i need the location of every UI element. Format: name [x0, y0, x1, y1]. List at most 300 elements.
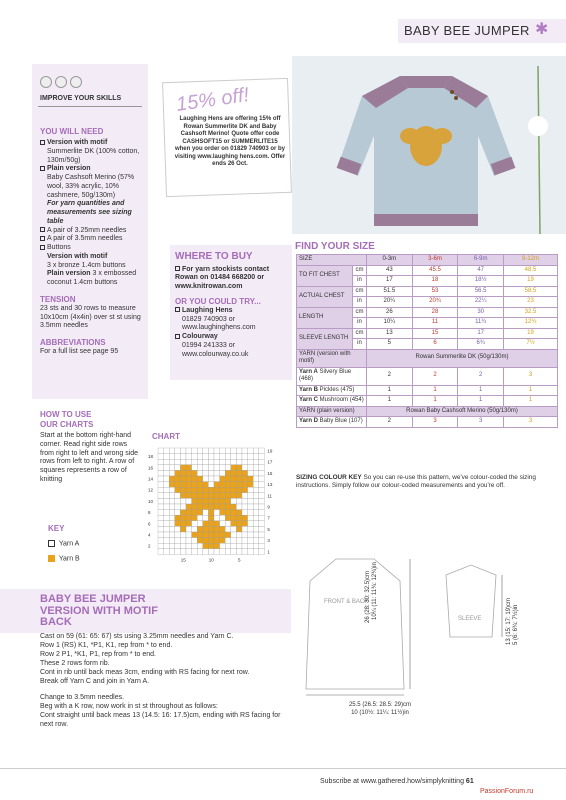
chart-row-number: 5: [267, 526, 270, 532]
chart-col-number: 5: [237, 557, 241, 563]
measure-label: SLEEVE LENGTH: [297, 328, 353, 349]
chart-cell: [220, 510, 226, 516]
chart-row-number: 8: [148, 510, 151, 516]
table-cell: 2: [367, 417, 413, 428]
chart-cell: [164, 459, 170, 465]
chart-cell: [197, 504, 203, 510]
chart-cell: [220, 476, 226, 482]
chart-cell: [242, 543, 248, 549]
table-cell: 1: [458, 396, 504, 407]
buy-title: WHERE TO BUY: [175, 251, 253, 262]
chart-cell: [197, 448, 203, 454]
chart-cell: [175, 493, 181, 499]
how-to-section: [40, 410, 140, 485]
chart-cell: [236, 493, 242, 499]
chart-cell: [242, 459, 248, 465]
chart-cell: [214, 538, 220, 544]
checkbox-icon: [40, 166, 45, 171]
chart-cell: [203, 538, 209, 544]
chart-cell: [236, 465, 242, 471]
chart-row-number: 19: [267, 448, 273, 454]
chart-cell: [220, 459, 226, 465]
chart-cell: [236, 526, 242, 532]
sleeve-label: SLEEVE: [458, 616, 482, 622]
chart-row-number: 12: [148, 487, 154, 493]
unit-cell: in: [353, 297, 367, 308]
yarn-row-label: Yarn A Silvery Blue (468): [297, 367, 367, 385]
watermark: PassionForum.ru: [480, 788, 534, 795]
chart-cell: [214, 465, 220, 471]
table-cell: 6: [412, 339, 458, 350]
chart-cell: [186, 543, 192, 549]
chart-cell: [236, 470, 242, 476]
pattern-title-1: BABY BEE JUMPER: [40, 593, 146, 605]
chart-cell: [203, 510, 209, 516]
chart-cell: [208, 476, 214, 482]
table-cell: 2: [367, 367, 413, 385]
chart-cell: [203, 482, 209, 488]
chart-cell: [242, 510, 248, 516]
chart-cell: [164, 543, 170, 549]
chart-cell: [248, 459, 254, 465]
chart-cell: [259, 493, 265, 499]
chart-cell: [253, 493, 259, 499]
table-cell: 12¾: [504, 318, 558, 329]
chart-cell: [169, 482, 175, 488]
chart-cell: [214, 459, 220, 465]
chart-cell: [180, 448, 186, 454]
table-cell: 18½: [458, 276, 504, 287]
chart-cell: [242, 465, 248, 471]
chart-cell: [248, 515, 254, 521]
yarn-section-label: YARN (plain version): [297, 406, 367, 417]
yarn-section-name: Rowan Summerlite DK (50g/130m): [367, 349, 558, 367]
chart-cell: [169, 454, 175, 460]
table-cell: 6¾: [458, 339, 504, 350]
chart-cell: [259, 487, 265, 493]
chart-cell: [236, 482, 242, 488]
yarn-section-name: Rowan Baby Cashsoft Merino (50g/130m): [367, 406, 558, 417]
chart-cell: [225, 498, 231, 504]
checkbox-icon: [40, 140, 45, 145]
chart-cell: [175, 549, 181, 555]
chart-cell: [214, 532, 220, 538]
chart-cell: [158, 476, 164, 482]
chart-cell: [158, 493, 164, 499]
chart-cell: [208, 538, 214, 544]
chart-cell: [197, 521, 203, 527]
front-back-label: FRONT & BACK: [324, 599, 369, 605]
chart-cell: [169, 515, 175, 521]
yarn-note: For yarn quantities and measurements see sizing table: [47, 200, 132, 225]
pattern-line: Cast on 59 (61: 65: 67) sts using 3.25mm needles and Yarn C.: [40, 633, 234, 640]
checkbox-icon: [175, 334, 180, 339]
chart-col-number: 15: [180, 557, 186, 563]
chart-row-number: 9: [267, 504, 270, 510]
chart-cell: [158, 532, 164, 538]
chart-row-number: 13: [267, 482, 273, 488]
chart-cell: [220, 493, 226, 499]
chart-cell: [248, 549, 254, 555]
chart-cell: [214, 487, 220, 493]
chart-cell: [248, 454, 254, 460]
chart-cell: [253, 454, 259, 460]
yarn-row-label: Yarn D Baby Blue (107): [297, 417, 367, 428]
chart-cell: [231, 465, 237, 471]
table-cell: 17: [458, 328, 504, 339]
chart-cell: [158, 498, 164, 504]
chart-cell: [164, 521, 170, 527]
size-header: 9-12m: [504, 255, 558, 266]
chart-cell: [192, 515, 198, 521]
chart-cell: [197, 549, 203, 555]
chart-cell: [253, 549, 259, 555]
chart-cell: [253, 526, 259, 532]
chart-cell: [248, 498, 254, 504]
pattern-line: Change to 3.5mm needles.: [40, 693, 125, 701]
chart-cell: [242, 493, 248, 499]
pattern-line: Row 1 (RS) K1, *P1, K1, rep from * to end.: [40, 642, 173, 650]
chart-cell: [186, 498, 192, 504]
chart-cell: [180, 465, 186, 471]
chart-cell: [231, 470, 237, 476]
pattern-line: Row 2 P1, *K1, P1, rep from * to end.: [40, 651, 156, 659]
lh-info: 01829 740903 or www.laughinghens.com: [182, 315, 256, 332]
chart-cell: [180, 504, 186, 510]
chart-cell: [259, 476, 265, 482]
chart-cell: [231, 459, 237, 465]
chart-cell: [253, 515, 259, 521]
key-yarn-a: [48, 540, 79, 549]
chart-cell: [175, 538, 181, 544]
chart-cell: [253, 476, 259, 482]
chart-cell: [253, 510, 259, 516]
table-cell: 15: [412, 328, 458, 339]
plain-title: Plain version: [47, 165, 91, 173]
cw-name: Colourway: [182, 333, 218, 340]
chart-cell: [220, 504, 226, 510]
chart-cell: [208, 459, 214, 465]
chart-cell: [158, 510, 164, 516]
chart-cell: [225, 538, 231, 544]
btn-motif-title: Version with motif: [47, 252, 108, 260]
chart-cell: [259, 532, 265, 538]
chart-cell: [197, 538, 203, 544]
chart-cell: [248, 465, 254, 471]
chart-cell: [208, 487, 214, 493]
chart-cell: [242, 521, 248, 527]
chart-cell: [248, 526, 254, 532]
chart-cell: [169, 521, 175, 527]
chart-cell: [175, 454, 181, 460]
chart-cell: [214, 476, 220, 482]
key-title: KEY: [48, 524, 65, 533]
buy-stockists: For yarn stockists contact Rowan on 01484 668200 or www.knitrowan.com: [175, 265, 270, 290]
yarn-section-label: YARN (version with motif): [297, 349, 367, 367]
chart-cell: [253, 504, 259, 510]
chart-cell: [225, 493, 231, 499]
chart-cell: [175, 465, 181, 471]
chart-cell: [158, 543, 164, 549]
key-b-label: Yarn B: [58, 555, 80, 563]
width-in: 10 (10½: 11¼: 11½)in: [351, 709, 409, 716]
chart-cell: [259, 459, 265, 465]
chart-cell: [236, 448, 242, 454]
table-cell: 1: [504, 396, 558, 407]
chart-cell: [259, 526, 265, 532]
chart-grid: [148, 444, 288, 566]
subscribe-link[interactable]: Subscribe at www.gathered.how/simplyknitting: [320, 778, 464, 785]
chart-cell: [175, 470, 181, 476]
sleeve-outline: [446, 565, 496, 637]
sleeve-cm: 13 (15: 17: 19)cm: [506, 597, 512, 645]
chart-cell: [169, 510, 175, 516]
chart-cell: [220, 482, 226, 488]
chart-cell: [186, 521, 192, 527]
chart-cell: [158, 448, 164, 454]
chart-cell: [248, 448, 254, 454]
chart-cell: [203, 549, 209, 555]
chart-cell: [175, 448, 181, 454]
chart-cell: [175, 526, 181, 532]
chart-cell: [164, 504, 170, 510]
chart-cell: [253, 448, 259, 454]
chart-cell: [180, 515, 186, 521]
checkbox-icon: [40, 236, 45, 241]
needles-35: A pair of 3.5mm needles: [47, 235, 123, 243]
chart-cell: [208, 448, 214, 454]
chart-cell: [169, 543, 175, 549]
chart-cell: [186, 448, 192, 454]
chart-row-number: 1: [267, 549, 270, 555]
chart-cell: [197, 482, 203, 488]
chart-cell: [169, 498, 175, 504]
pattern-title-2: VERSION WITH MOTIF: [40, 604, 158, 617]
chart-cell: [180, 521, 186, 527]
chart-cell: [253, 465, 259, 471]
chart-row-number: 17: [267, 459, 273, 465]
chart-cell: [259, 549, 265, 555]
pattern-text: [40, 632, 286, 729]
offer-text: Laughing Hens are offering 15% off Rowan Summerlite DK and Baby Cashsoft Merino! Quote offer code CASHSOFT15 or SUMMERLITE15 when you order on 01829 740903 or by visiting www.laughing hens.com. Offer ends 26 Oct.: [174, 116, 286, 167]
chart-cell: [175, 482, 181, 488]
chart-cell: [242, 470, 248, 476]
chart-cell: [175, 498, 181, 504]
chart-cell: [197, 532, 203, 538]
chart-cell: [220, 532, 226, 538]
chart-cell: [203, 532, 209, 538]
chart-cell: [242, 482, 248, 488]
chart-cell: [164, 526, 170, 532]
table-cell: 30: [458, 307, 504, 318]
btn-plain-title: Plain version: [47, 270, 91, 278]
chart-cell: [225, 526, 231, 532]
chart-cell: [231, 521, 237, 527]
chart-cell: [186, 482, 192, 488]
chart-cell: [231, 448, 237, 454]
chart-cell: [175, 510, 181, 516]
chart-cell: [253, 521, 259, 527]
chart-cell: [231, 549, 237, 555]
motif-yarn: Summerlite DK (100% cotton, 130m/50g): [47, 147, 140, 164]
chart-cell: [214, 498, 220, 504]
chart-cell: [169, 476, 175, 482]
chart-title: CHART: [152, 432, 180, 441]
chart-row-number: 6: [148, 521, 151, 527]
chart-cell: [259, 465, 265, 471]
cw-info: 01994 241333 or www.colourway.co.uk: [182, 341, 249, 358]
chart-cell: [259, 482, 265, 488]
skill-level-icon: [40, 76, 85, 92]
chart-cell: [180, 510, 186, 516]
chart-cell: [242, 526, 248, 532]
chart-cell: [253, 538, 259, 544]
abbrev-text: For a full list see page 95: [40, 348, 119, 355]
width-label: [325, 702, 435, 717]
chart-cell: [220, 526, 226, 532]
chart-cell: [164, 448, 170, 454]
needles-325: A pair of 3.25mm needles: [47, 226, 127, 234]
chart-cell: [231, 543, 237, 549]
chart-cell: [175, 543, 181, 549]
chart-cell: [203, 493, 209, 499]
chart-cell: [203, 543, 209, 549]
chart-cell: [180, 482, 186, 488]
chart-cell: [192, 487, 198, 493]
chart-cell: [253, 498, 259, 504]
chart-cell: [208, 521, 214, 527]
chart-cell: [197, 470, 203, 476]
chart-cell: [180, 543, 186, 549]
chart-cell: [225, 543, 231, 549]
chart-cell: [225, 459, 231, 465]
chart-cell: [236, 538, 242, 544]
chart-cell: [208, 515, 214, 521]
tension-title: TENSION: [40, 294, 76, 304]
chart-cell: [236, 532, 242, 538]
chart-cell: [253, 482, 259, 488]
table-cell: 3: [412, 417, 458, 428]
chart-cell: [158, 515, 164, 521]
chart-cell: [220, 498, 226, 504]
chart-cell: [192, 549, 198, 555]
btn-motif: 3 x bronze 1.4cm buttons: [47, 261, 126, 269]
table-cell: 1: [504, 385, 558, 396]
table-cell: 19: [504, 276, 558, 287]
table-cell: 53: [412, 286, 458, 297]
front-back-outline: [306, 559, 404, 689]
chart-cell: [169, 532, 175, 538]
size-header: 3-6m: [412, 255, 458, 266]
chart-cell: [186, 510, 192, 516]
chart-cell: [236, 549, 242, 555]
chart-cell: [169, 470, 175, 476]
chart-cell: [220, 543, 226, 549]
sizing-key-text: So you can re-use this pattern, we've colour-coded the sizing instructions. Simply follow our colour-coded measurements and you're off.: [296, 474, 536, 489]
yarn-row-label: Yarn C Mushroom (454): [297, 396, 367, 407]
chart-cell: [164, 487, 170, 493]
chart-cell: [259, 543, 265, 549]
chart-cell: [231, 532, 237, 538]
size-header: 6-9m: [458, 255, 504, 266]
chart-cell: [186, 459, 192, 465]
chart-cell: [225, 454, 231, 460]
chart-cell: [231, 526, 237, 532]
table-cell: 26: [367, 307, 413, 318]
chart-cell: [158, 482, 164, 488]
chart-cell: [175, 487, 181, 493]
section-title: YOU WILL NEED: [40, 127, 104, 136]
chart-cell: [220, 465, 226, 471]
chart-cell: [231, 482, 237, 488]
chart-cell: [225, 515, 231, 521]
chart-cell: [158, 538, 164, 544]
chart-cell: [203, 487, 209, 493]
pattern-title-3: BACK: [40, 616, 72, 629]
chart-cell: [231, 493, 237, 499]
chart-cell: [203, 470, 209, 476]
chart-cell: [236, 504, 242, 510]
chart-cell: [192, 476, 198, 482]
chart-cell: [164, 498, 170, 504]
chart-cell: [220, 538, 226, 544]
chart-cell: [208, 482, 214, 488]
chart-cell: [259, 470, 265, 476]
sizing-key-title: SIZING COLOUR KEY: [296, 474, 362, 481]
chart-row-number: 14: [148, 476, 154, 482]
chart-cell: [186, 493, 192, 499]
table-cell: 23: [504, 297, 558, 308]
chart-cell: [169, 459, 175, 465]
chart-cell: [158, 465, 164, 471]
divider: [38, 106, 142, 107]
size-label: SIZE: [297, 255, 367, 266]
chart-cell: [164, 493, 170, 499]
table-cell: 47: [458, 265, 504, 276]
chart-cell: [236, 476, 242, 482]
chart-cell: [175, 504, 181, 510]
chart-cell: [236, 515, 242, 521]
chart-cell: [197, 543, 203, 549]
chart-cell: [192, 543, 198, 549]
chart-cell: [197, 510, 203, 516]
chart-cell: [180, 493, 186, 499]
chart-cell: [208, 493, 214, 499]
key-yarn-b: [48, 555, 80, 564]
unit-cell: cm: [353, 265, 367, 276]
chart-cell: [214, 526, 220, 532]
chart-cell: [242, 538, 248, 544]
chart-cell: [169, 504, 175, 510]
find-size-title: FIND YOUR SIZE: [295, 241, 375, 252]
chart-cell: [231, 538, 237, 544]
chart-cell: [180, 487, 186, 493]
chart-cell: [214, 510, 220, 516]
chart-cell: [180, 498, 186, 504]
chart-cell: [208, 454, 214, 460]
chart-row-number: 2: [148, 543, 151, 549]
table-cell: 2: [458, 367, 504, 385]
chart-cell: [192, 459, 198, 465]
length-label-in: [372, 562, 380, 620]
chart-cell: [197, 459, 203, 465]
chart-cell: [208, 532, 214, 538]
chart-cell: [259, 521, 265, 527]
table-cell: 48.5: [504, 265, 558, 276]
chart-cell: [203, 454, 209, 460]
chart-col-number: 10: [208, 557, 214, 563]
chart-cell: [197, 476, 203, 482]
